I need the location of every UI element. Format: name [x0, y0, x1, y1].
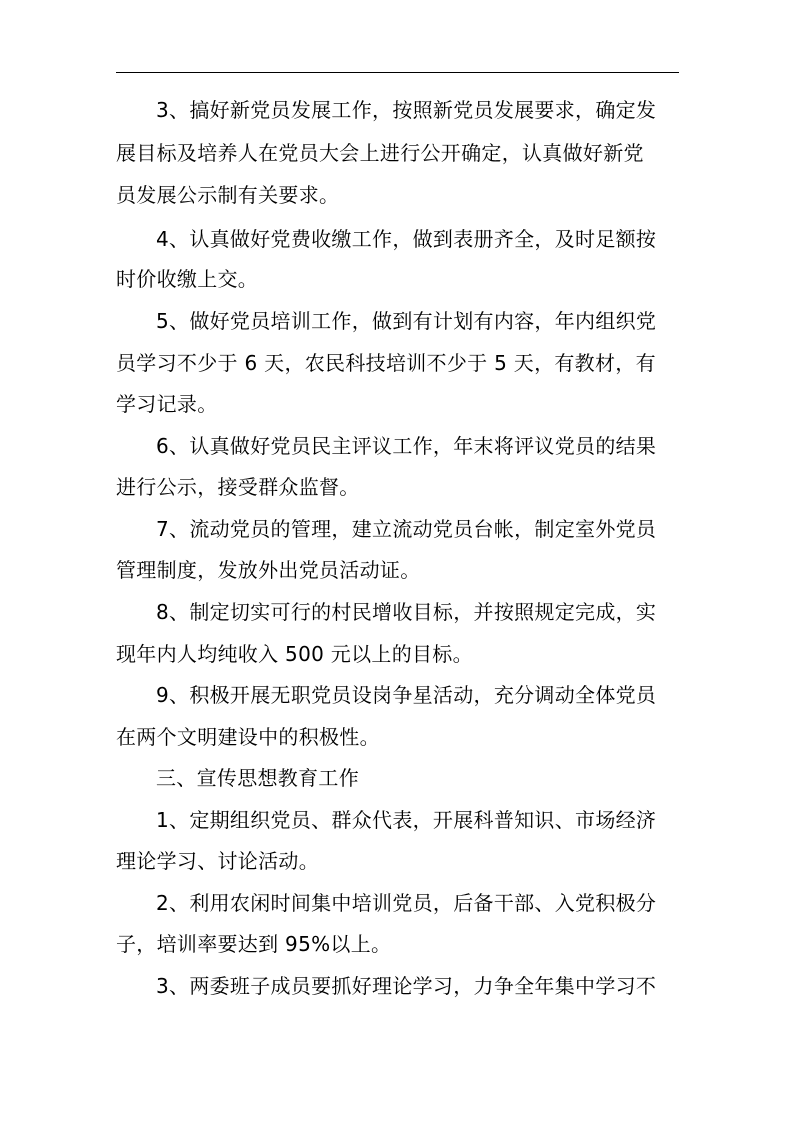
paragraph-8-line-2: 现年内人均纯收入 500 元以上的目标。: [116, 642, 473, 666]
section-item-2-line-1: 2、利用农闲时间集中培训党员，后备干部、入党积极分: [156, 891, 657, 915]
section-item-3-line-1: 3、两委班子成员要抓好理论学习，力争全年集中学习不: [156, 974, 657, 998]
paragraph-7-line-2: 管理制度，发放外出党员活动证。: [116, 558, 421, 582]
section-item-2-line-2: 子，培训率要达到 95%以上。: [116, 932, 392, 956]
paragraph-4-line-2: 时价收缴上交。: [116, 267, 259, 291]
section-item-1-line-2: 理论学习、讨论活动。: [116, 849, 319, 873]
paragraph-5-line-3: 学习记录。: [116, 392, 218, 416]
header-rule: [116, 72, 679, 73]
paragraph-6-line-1: 6、认真做好党员民主评议工作，年末将评议党员的结果: [156, 434, 657, 458]
paragraph-3-line-2: 展目标及培养人在党员大会上进行公开确定，认真做好新党: [116, 141, 644, 165]
paragraph-9-line-1: 9、积极开展无职党员设岗争星活动，充分调动全体党员: [156, 683, 657, 707]
section-heading: 三、宣传思想教育工作: [156, 766, 359, 790]
paragraph-9-line-2: 在两个文明建设中的积极性。: [116, 725, 380, 749]
paragraph-4-line-1: 4、认真做好党费收缴工作，做到表册齐全，及时足额按: [156, 227, 657, 251]
paragraph-7-line-1: 7、流动党员的管理，建立流动党员台帐，制定室外党员: [156, 517, 657, 541]
paragraph-3-line-3: 员发展公示制有关要求。: [116, 183, 340, 207]
paragraph-5-line-2: 员学习不少于 6 天，农民科技培训不少于 5 天，有教材，有: [116, 351, 656, 375]
paragraph-8-line-1: 8、制定切实可行的村民增收目标，并按照规定完成，实: [156, 600, 657, 624]
paragraph-3-line-1: 3、搞好新党员发展工作，按照新党员发展要求，确定发: [156, 98, 657, 122]
paragraph-5-line-1: 5、做好党员培训工作，做到有计划有内容，年内组织党: [156, 309, 657, 333]
paragraph-6-line-2: 进行公示，接受群众监督。: [116, 475, 360, 499]
section-item-1-line-1: 1、定期组织党员、群众代表，开展科普知识、市场经济: [156, 808, 657, 832]
